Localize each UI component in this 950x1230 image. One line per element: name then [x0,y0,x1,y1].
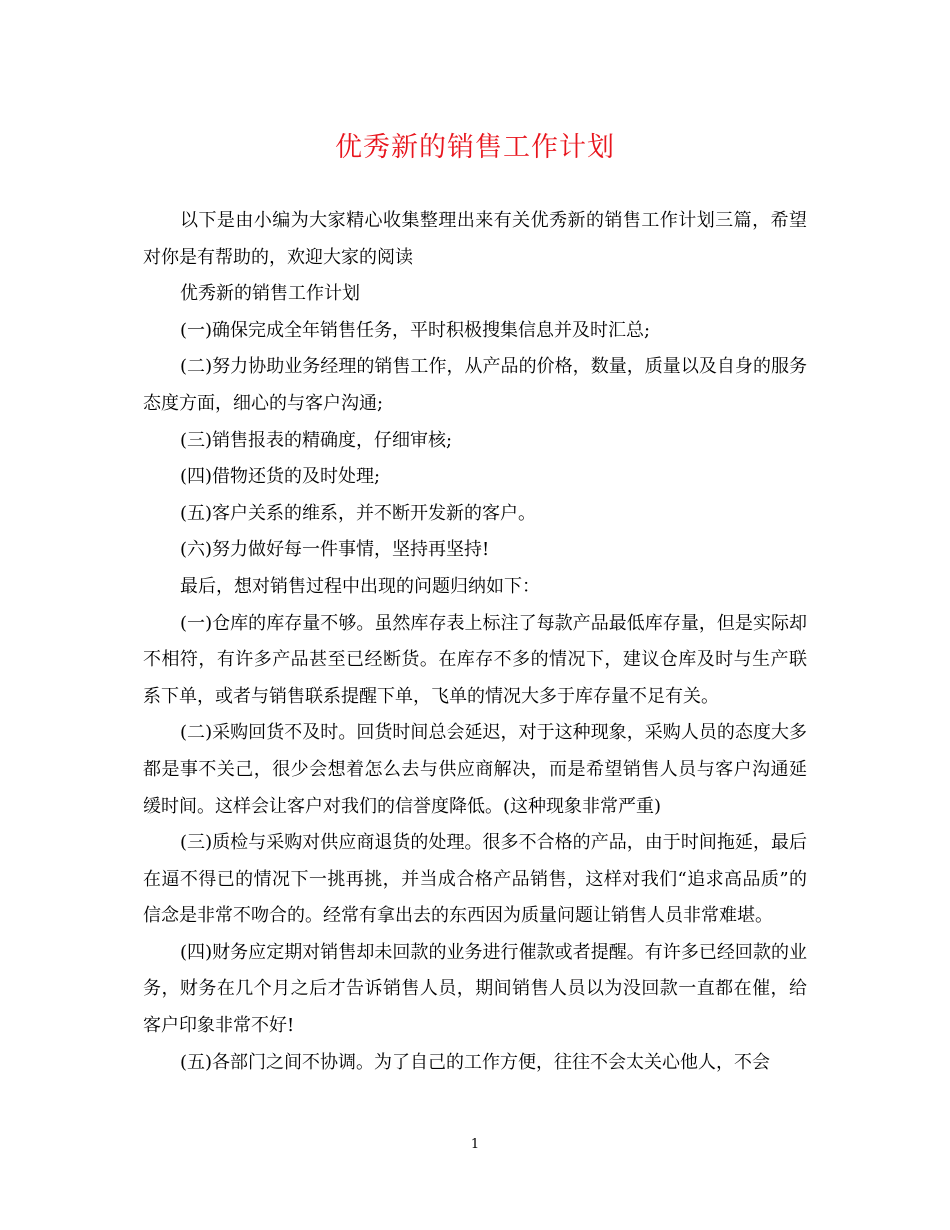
paragraph-problem-2: (二)采购回货不及时。回货时间总会延迟，对于这种现象，采购人员的态度大多都是事不关己，很少会想着怎么去与供应商解决，而是希望销售人员与客户沟通延缓时间。这样会让客户对我们的信誉度降低。(这种现象非常严重) [143,722,807,817]
paragraph-problem-1: (一)仓库的库存量不够。虽然库存表上标注了每款产品最低库存量，但是实际却不相符，有许多产品甚至已经断货。在库存不多的情况下，建议仓库及时与生产联系下单，或者与销售联系提醒下单，飞单的情况大多于库存量不足有关。 [143,612,807,707]
paragraph-problem-5: (五)各部门之间不协调。为了自己的工作方便，往往不会太关心他人，不会 [180,1051,771,1073]
paragraph-plan-3: (三)销售报表的精确度，仔细审核; [180,429,453,451]
document-title: 优秀新的销售工作计划 [335,132,615,163]
paragraph-plan-1: (一)确保完成全年销售任务，平时积极搜集信息并及时汇总; [180,319,651,341]
paragraph-plan-2: (二)努力协助业务经理的销售工作，从产品的价格，数量，质量以及自身的服务态度方面，细心的与客户沟通; [143,356,807,414]
paragraph-problem-4: (四)财务应定期对销售却未回款的业务进行催款或者提醒。有许多已经回款的业务，财务在几个月之后才告诉销售人员，期间销售人员以为没回款一直都在催，给客户印象非常不好! [143,941,807,1037]
paragraph-problems-intro: 最后，想对销售过程中出现的问题归纳如下： [180,575,540,597]
paragraph-problem-3: (三)质检与采购对供应商退货的处理。很多不合格的产品，由于时间拖延，最后在逼不得已的情况下一挑再挑，并当成合格产品销售，这样对我们“追求高品质”的信念是非常不吻合的。经常有拿出去的东西因为质量问题让销售人员非常难堪。 [143,832,807,927]
document-body [143,203,807,1081]
paragraph-intro: 以下是由小编为大家精心收集整理出来有关优秀新的销售工作计划三篇，希望对你是有帮助的，欢迎大家的阅读 [143,210,807,268]
page-number: 1 [470,1137,480,1152]
paragraph-plan-6: (六)努力做好每一件事情，坚持再坚持! [180,539,490,561]
paragraph-plan-5: (五)客户关系的维系，并不断开发新的客户。 [180,502,537,524]
paragraph-subtitle: 优秀新的销售工作计划 [180,283,360,305]
paragraph-plan-4: (四)借物还货的及时处理; [180,466,381,488]
